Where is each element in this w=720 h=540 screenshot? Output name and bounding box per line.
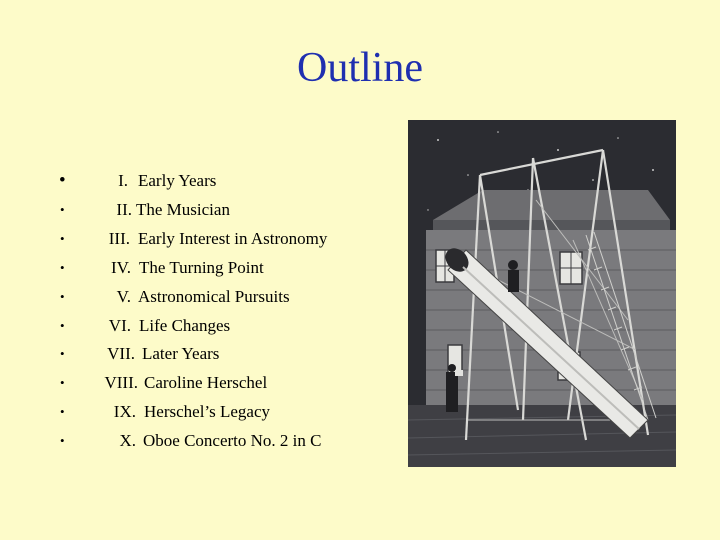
outline-label: Early Interest in Astronomy bbox=[138, 229, 328, 248]
outline-label: Astronomical Pursuits bbox=[138, 287, 290, 306]
outline-item bbox=[0, 398, 400, 426]
outline-item bbox=[0, 427, 400, 455]
outline-numeral: IV. bbox=[111, 258, 131, 277]
bullet-icon: • bbox=[60, 318, 65, 333]
outline-label: Herschel’s Legacy bbox=[144, 402, 271, 421]
bullet-icon: • bbox=[60, 231, 65, 246]
outline-item bbox=[0, 340, 400, 368]
bullet-icon: • bbox=[60, 404, 65, 419]
outline-item bbox=[0, 196, 400, 224]
outline-numeral: I. bbox=[118, 171, 128, 190]
outline-item bbox=[0, 167, 400, 195]
outline-numeral: IX. bbox=[113, 402, 136, 421]
telescope-engraving-image bbox=[408, 120, 676, 467]
outline-label: The Turning Point bbox=[139, 258, 264, 277]
bullet-icon: • bbox=[60, 260, 65, 275]
telescope-illustration bbox=[408, 120, 676, 467]
outline-numeral: X. bbox=[119, 431, 136, 450]
outline-label: Oboe Concerto No. 2 in C bbox=[143, 431, 322, 450]
outline-numeral: VII. bbox=[107, 344, 135, 363]
bullet-icon: • bbox=[60, 375, 65, 390]
outline-item bbox=[0, 225, 400, 253]
outline-label: The Musician bbox=[136, 200, 230, 219]
outline-label: Later Years bbox=[142, 344, 220, 363]
outline-numeral: VI. bbox=[108, 316, 131, 335]
slide-title: Outline bbox=[297, 45, 423, 91]
outline-label: Life Changes bbox=[139, 316, 231, 335]
outline-numeral: II. bbox=[116, 200, 132, 219]
bullet-icon: • bbox=[60, 289, 65, 304]
bullet-icon: • bbox=[59, 170, 66, 191]
outline-numeral: III. bbox=[108, 229, 130, 248]
outline-item bbox=[0, 312, 400, 340]
outline-numeral: VIII. bbox=[104, 373, 138, 392]
bullet-icon: • bbox=[60, 202, 65, 217]
bullet-icon: • bbox=[60, 346, 65, 361]
outline-item bbox=[0, 283, 400, 311]
bullet-icon: • bbox=[60, 433, 65, 448]
outline-item bbox=[0, 369, 400, 397]
outline-label: Early Years bbox=[138, 171, 217, 190]
outline-label: Caroline Herschel bbox=[144, 373, 268, 392]
outline-numeral: V. bbox=[116, 287, 131, 306]
outline-item bbox=[0, 254, 400, 282]
